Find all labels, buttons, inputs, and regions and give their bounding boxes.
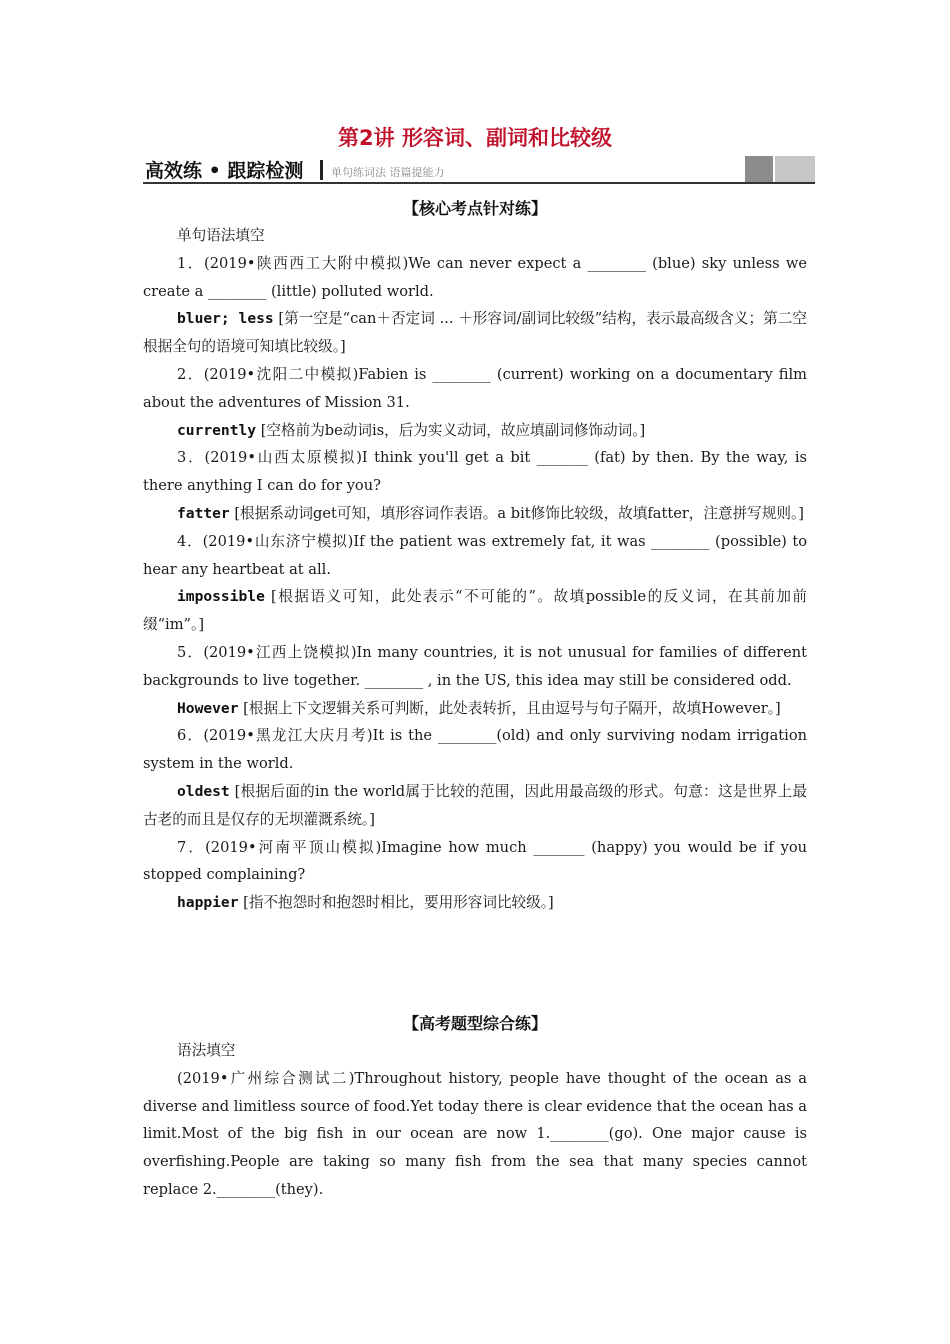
banner-subtitle: 单句练词法 语篇提能力 — [331, 166, 445, 179]
answer-1: bluer; less — [177, 310, 274, 328]
banner-title: 高效练 • 跟踪检测 — [145, 160, 304, 182]
section-label: 单句语法填空 — [177, 227, 265, 244]
answer-block-6 — [143, 778, 807, 834]
question-5: 5．(2019•江西上饶模拟)In many countries, it is not unusual for families of different backgrounds to live together. ________ , in the US, this idea may still be considered odd. — [143, 643, 807, 689]
answer-7: happier — [177, 894, 239, 912]
answer-5: However — [177, 699, 239, 717]
banner-divider — [320, 160, 323, 180]
answer-4: impossible — [177, 588, 265, 606]
answer-3: fatter — [177, 504, 230, 522]
question-1: 1．(2019•陕西西工大附中模拟)We can never expect a ________ (blue) sky unless we create a ________ (little) polluted world. — [143, 254, 807, 300]
question-3: 3．(2019•山西太原模拟)I think you'll get a bit _______ (fat) by then. By the way, is there anything I can do for you? — [143, 449, 807, 495]
question-6: 6．(2019•黑龙江大庆月考)It is the ________(old) and only surviving nodam irrigation system in the world. — [143, 727, 807, 773]
section-banner — [143, 156, 815, 184]
answer-block-1 — [143, 305, 807, 361]
question-4: 4．(2019•山东济宁模拟)If the patient was extremely fat, it was ________ (possible) to hear any heartbeat at all. — [143, 532, 807, 578]
question-7: 7．(2019•河南平顶山模拟)Imagine how much _______ (happy) you would be if you stopped complaining? — [143, 838, 807, 884]
explanation-3: [根据系动词get可知，填形容词作表语。a bit修饰比较级，故填fatter，注意拼写规则。] — [234, 504, 804, 522]
section-label-2: 语法填空 — [177, 1042, 236, 1059]
section-heading-exam: 【高考题型综合练】 — [402, 1014, 547, 1033]
explanation-2: [空格前为be动词is，后为实义动词，故应填副词修饰动词。] — [260, 421, 646, 439]
banner-block-light — [775, 156, 815, 182]
explanation-1: [第一空是“can＋否定词 ... ＋形容词/副词比较级”结构，表示最高级含义；第二空根据全句的语境可知填比较级。] — [143, 310, 807, 356]
answer-2: currently — [177, 421, 257, 439]
banner-rule — [143, 182, 815, 184]
section-exam-practice — [143, 1037, 807, 1204]
answer-block-3 — [143, 500, 807, 528]
answer-block-7 — [143, 889, 807, 917]
explanation-5: [根据上下文逻辑关系可判断，此处表转折，且由逗号与句子隔开，故填However。] — [243, 699, 781, 717]
section-core-practice — [143, 222, 807, 917]
answer-block-4 — [143, 583, 807, 639]
answer-6: oldest — [177, 782, 230, 800]
page-title: 第2讲 形容词、副词和比较级 — [338, 126, 612, 150]
explanation-7: [指不抱怨时和抱怨时相比，要用形容词比较级。] — [243, 894, 554, 912]
banner-block-dark — [745, 156, 773, 182]
explanation-4: [根据语义可知，此处表示“不可能的”。故填possible的反义词，在其前加前缀“im”。] — [143, 588, 807, 634]
passage: (2019•广州综合测试二)Throughout history, people have thought of the ocean as a diverse and limitless source of food.Yet today there is clear evidence that the ocean has a limit.Most of the big fish in our ocean are now 1.________(go). One major cause is overfishing.People are taking so many fish from the sea that many species cannot replace 2.________(they). — [143, 1069, 807, 1198]
answer-block-2 — [143, 417, 807, 445]
section-heading-core: 【核心考点针对练】 — [402, 199, 547, 218]
explanation-6: [根据后面的in the world属于比较的范围，因此用最高级的形式。句意：这是世界上最古老的而且是仅存的无坝灌溉系统。] — [143, 782, 807, 828]
question-2: 2．(2019•沈阳二中模拟)Fabien is ________ (current) working on a documentary film about the adventures of Mission 31. — [143, 365, 807, 411]
answer-block-5 — [143, 695, 807, 723]
